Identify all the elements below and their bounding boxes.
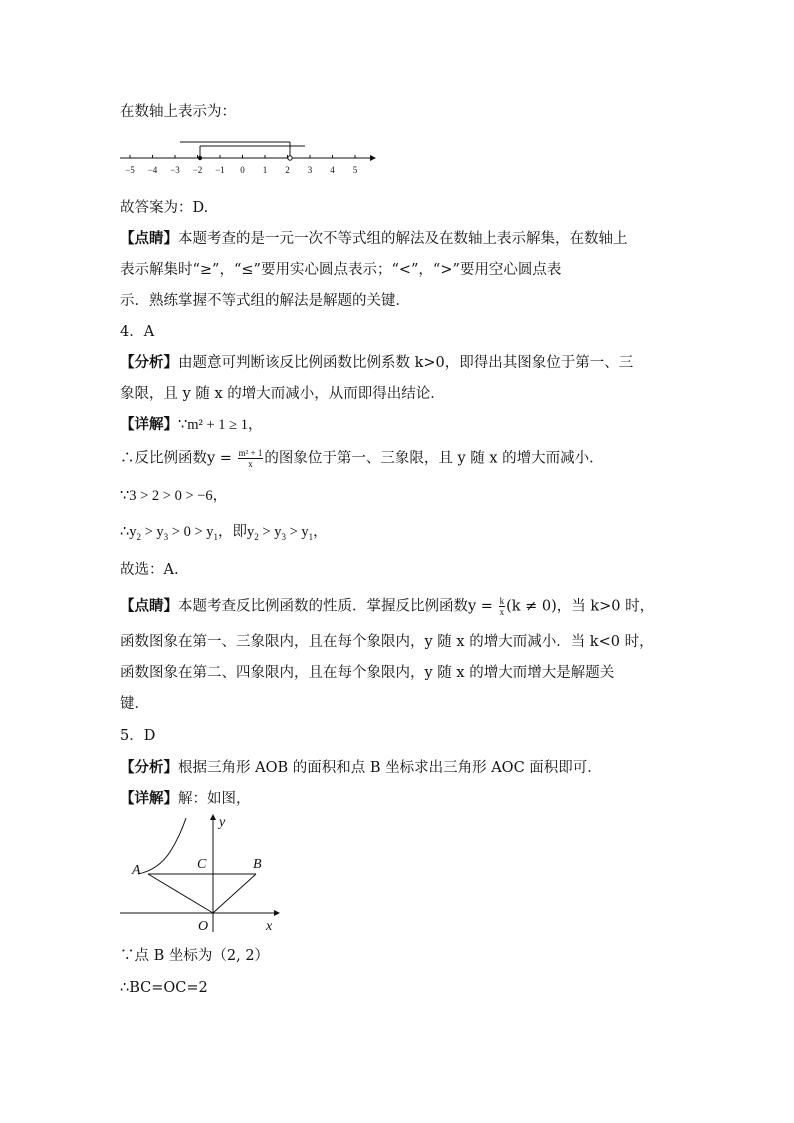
dianjing-line-2: 表示解集时“≥”，“≤”要用实心圆点表示；“<”，“>”要用空心圆点表 — [120, 262, 562, 278]
q4-dianjing-line-2: 函数图象在第一、三象限内，且在每个象限内，y 随 x 的增大而减小．当 k<0 时， — [120, 634, 654, 650]
dianjing-text-1: 本题考查的是一元一次不等式组的解法及在数轴上表示解集，在数轴上 — [178, 231, 628, 247]
q4-xiangjie-math-1: ∵m² + 1 ≥ 1， — [178, 417, 263, 433]
number-line-tick-label: 2 — [285, 165, 290, 175]
label-C: C — [197, 857, 207, 872]
q4-xiangjie-line-2 — [120, 448, 604, 469]
fraction-numerator: m² + 1 — [238, 448, 263, 458]
q4-xj2-prefix: ∴反比例函数y = — [120, 450, 237, 467]
q4-fenxi-line-1 — [120, 353, 633, 373]
dianjing-tag-2: 【点睛】 — [120, 597, 178, 615]
label-x: x — [266, 919, 273, 934]
q5-fenxi-line: 【分析】根据三角形 AOB 的面积和点 B 坐标求出三角形 AOC 面积即可． — [120, 759, 602, 776]
xiangjie-tag-2: 【详解】 — [120, 790, 178, 807]
q5-line-c: ∴BC=OC=2 — [120, 980, 208, 996]
number-line-tick-label: 0 — [240, 165, 245, 175]
dianjing-tag: 【点睛】 — [120, 230, 178, 247]
solid-point — [198, 156, 202, 160]
number-line-tick-label: −5 — [125, 165, 135, 175]
q4-dianjing-line-1: 【点睛】本题考查反比例函数的性质．掌握反比例函数y = $\frac{k}{x}$ (k ≠ 0)，当 k>0 时， — [120, 596, 655, 617]
q4-xiangjie-line-3: ∵3 > 2 > 0 > −6， — [120, 488, 228, 504]
q5-line-b: ∵点 B 坐标为（2, 2） — [120, 948, 270, 964]
number-line-tick-label: −3 — [170, 165, 180, 175]
question-5-number: 5．D — [120, 728, 156, 744]
fraction-k-over-x: $\frac{k}{x}$ — [499, 596, 505, 617]
label-A: A — [132, 863, 141, 878]
label-O: O — [198, 919, 209, 934]
number-line-figure — [118, 136, 380, 180]
q5-xiangjie-line: 【详解】解：如图， — [120, 790, 251, 807]
q4-choose-line: 故选：A. — [120, 562, 179, 578]
dianjing-line-3: 示．熟练掌握不等式组的解法是解题的关键． — [120, 293, 410, 309]
q4-dianjing-line-4: 键． — [120, 696, 149, 712]
number-line-tick-label: 1 — [262, 165, 268, 175]
number-line-tick-label: 4 — [330, 165, 335, 175]
number-line-tick-label: 3 — [307, 165, 313, 175]
q4-xiangjie-line-4: $\therefore y_2 > y_3 > 0 > y_1$，即$y_2 > y_3 > y_1$， — [120, 524, 328, 542]
q4-xiangjie-line-1 — [120, 415, 263, 435]
label-y: y — [219, 815, 226, 830]
fraction-m2-plus-1-over-x — [238, 448, 264, 469]
number-line-tick-label: −2 — [192, 165, 203, 175]
fraction-denominator: x — [248, 459, 253, 469]
number-line-tick-label: −4 — [147, 165, 158, 175]
dianjing-line-1 — [120, 229, 628, 249]
hollow-point — [288, 156, 292, 160]
coordinate-figure — [118, 812, 283, 934]
number-line-tick-label: −1 — [215, 165, 225, 175]
q4-xj2-suffix: 的图象位于第一、三象限，且 y 随 x 的增大而减小． — [264, 450, 604, 467]
xiangjie-tag: 【详解】 — [120, 416, 178, 433]
answer-line: 故答案为：D. — [120, 200, 209, 216]
label-B: B — [253, 857, 262, 872]
q4-fenxi-line-2: 象限，且 y 随 x 的增大而减小，从而即得出结论． — [120, 386, 445, 402]
question-4-number: 4．A — [120, 324, 155, 340]
fenxi-tag: 【分析】 — [120, 354, 178, 371]
numberline-intro: 在数轴上表示为： — [120, 104, 236, 120]
fenxi-tag-2: 【分析】 — [120, 759, 178, 776]
number-line-tick-label: 5 — [352, 165, 358, 175]
q4-dianjing-line-3: 函数图象在第二、四象限内，且在每个象限内，y 随 x 的增大而增大是解题关 — [120, 665, 615, 681]
q4-fenxi-text-1: 由题意可判断该反比例函数比例系数 k>0，即得出其图象位于第一、三 — [178, 355, 634, 371]
